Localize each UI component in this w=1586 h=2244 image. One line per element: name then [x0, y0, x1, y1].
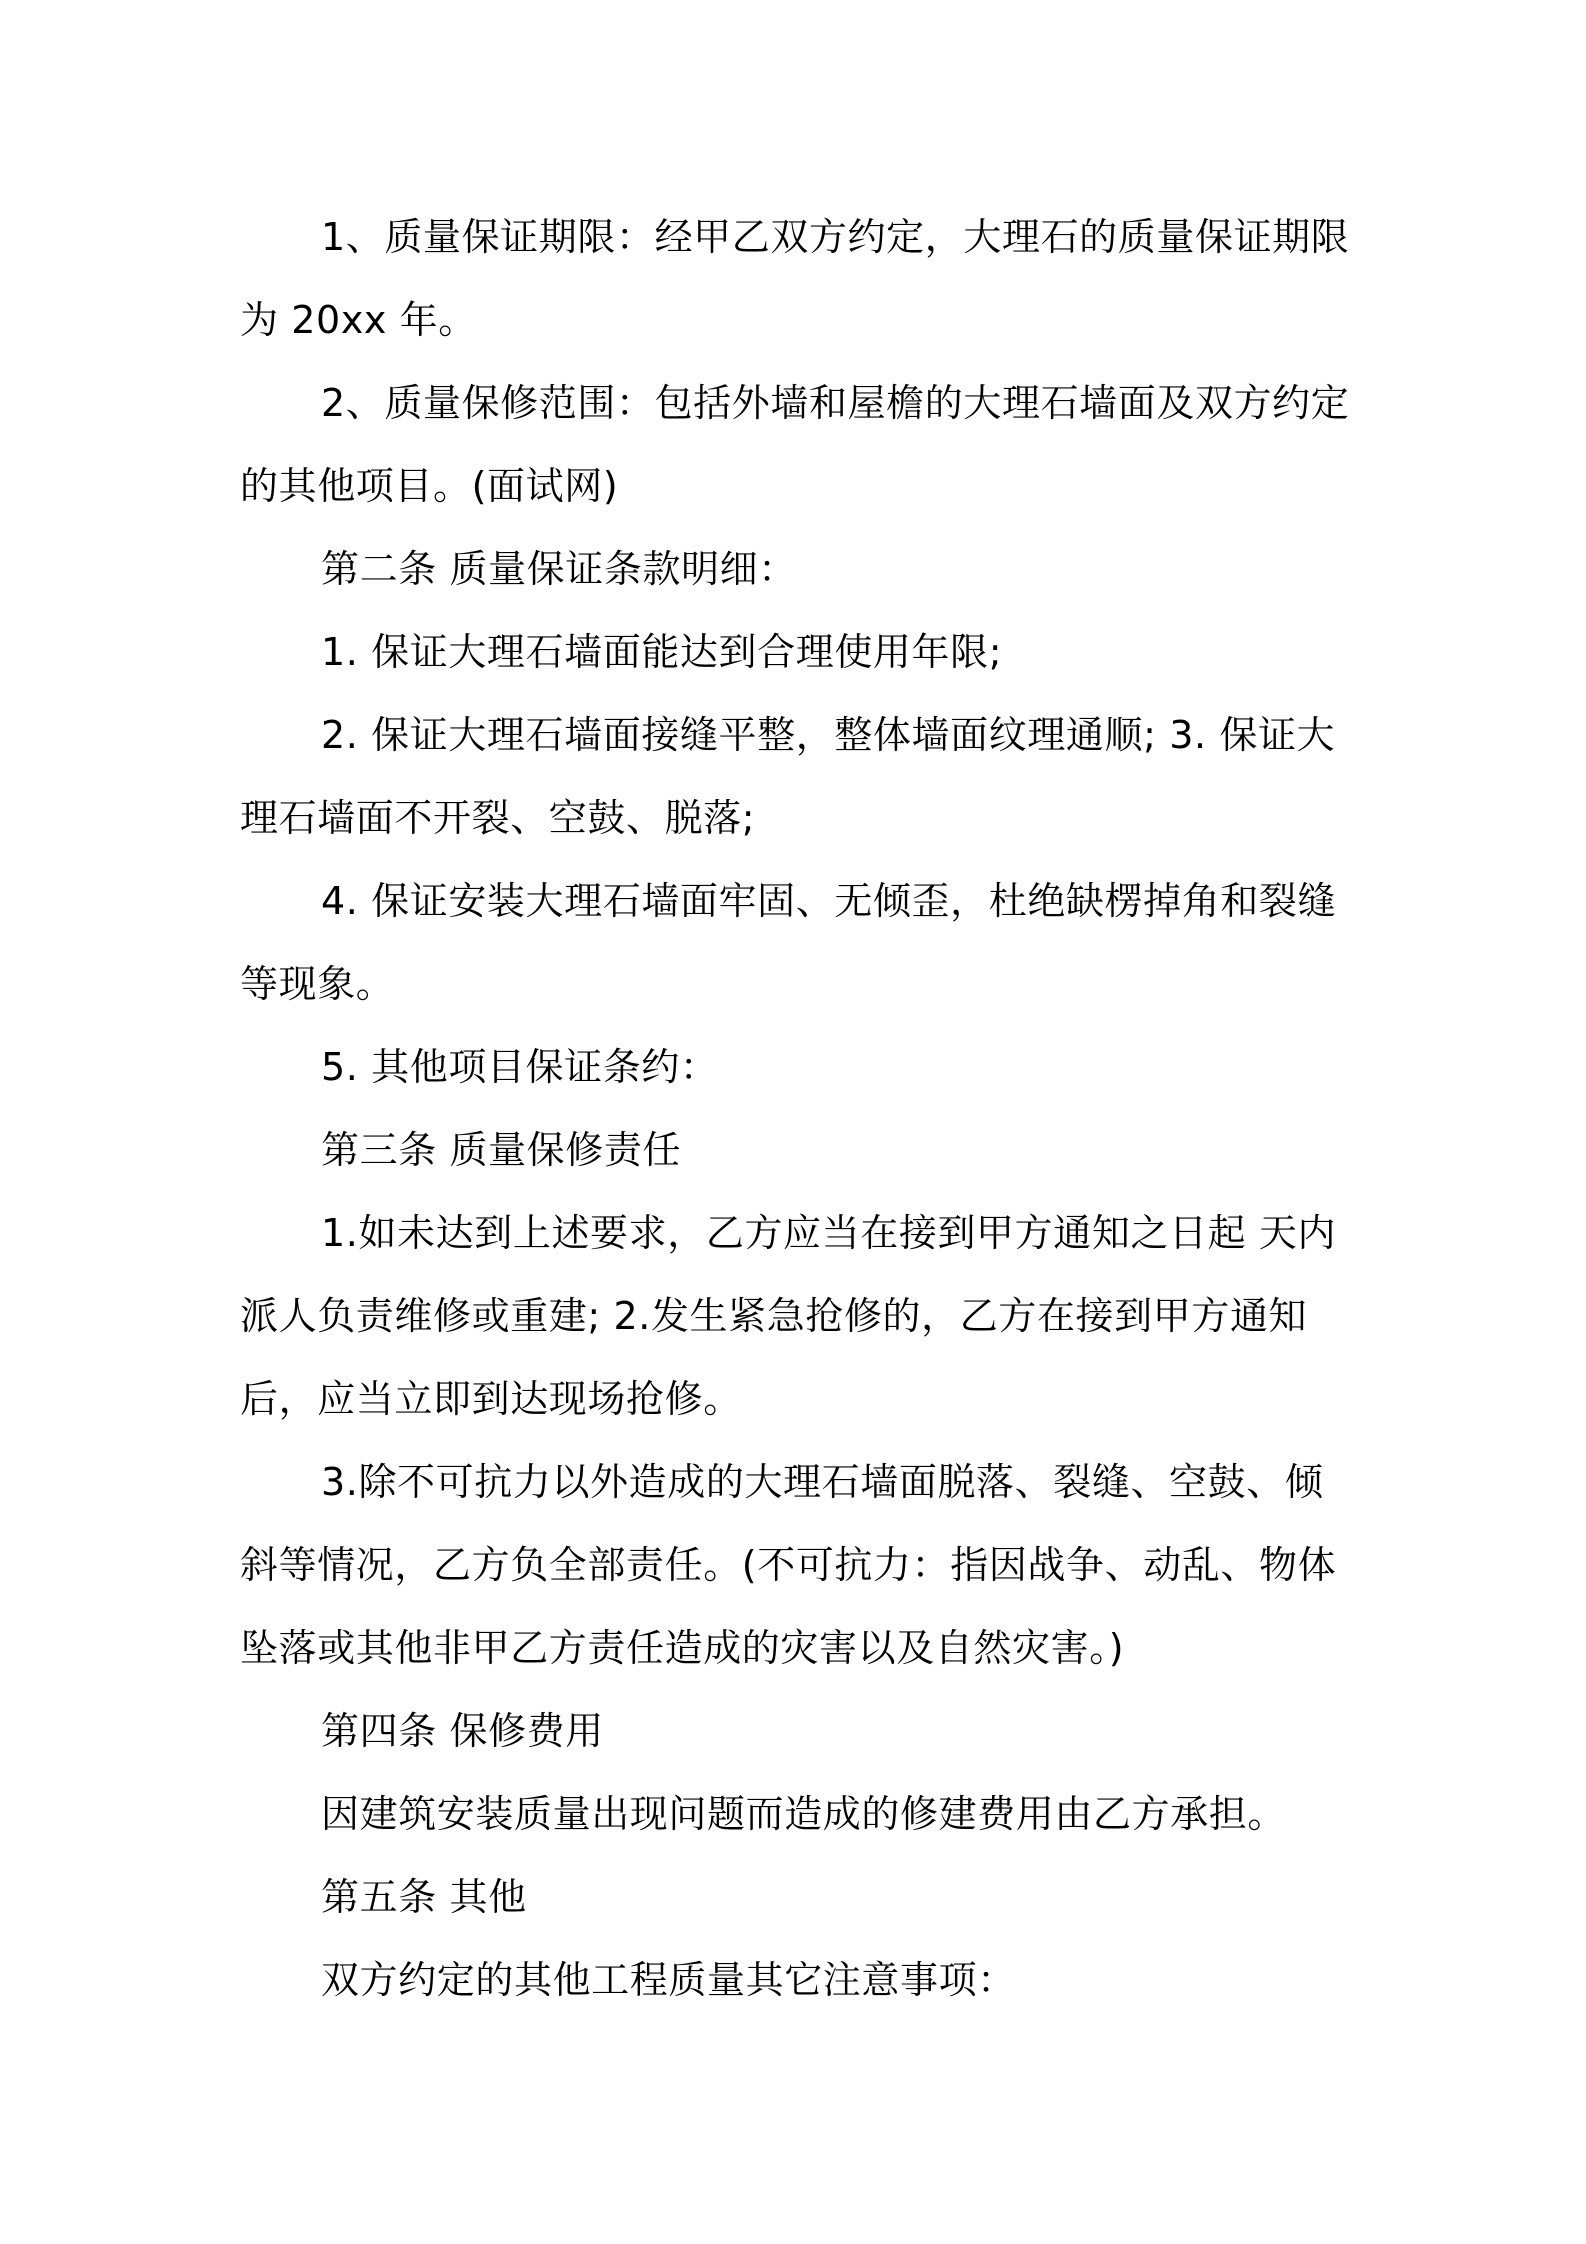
clause-2-1: 1. 保证大理石墙面能达到合理使用年限; [321, 630, 1003, 674]
clause-3-3: 3.除不可抗力以外造成的大理石墙面脱落、裂缝、空鼓、倾斜等情况，乙方负全部责任。(不可抗力：指因战争、动乱、物体坠落或其他非甲乙方责任造成的灾害以及自然灾害。) [240, 1460, 1337, 1670]
article-four-heading: 第四条 保修费用 [321, 1709, 604, 1753]
clause-3-1-2: 1.如未达到上述要求，乙方应当在接到甲方通知之日起 天内派人负责维修或重建; 2.发生紧急抢修的，乙方在接到甲方通知后，应当立即到达现场抢修。 [240, 1211, 1337, 1421]
document-body [240, 196, 1354, 2022]
article-five-body: 双方约定的其他工程质量其它注意事项： [321, 1958, 1016, 2002]
article-two-heading: 第二条 质量保证条款明细： [321, 547, 797, 591]
paragraph-warranty-period: 1、质量保证期限：经甲乙双方约定，大理石的质量保证期限为 20xx 年。 [240, 215, 1350, 342]
clause-2-4: 4. 保证安装大理石墙面牢固、无倾歪，杜绝缺楞掉角和裂缝等现象。 [240, 879, 1337, 1006]
clause-2-2-3: 2. 保证大理石墙面接缝平整，整体墙面纹理通顺; 3. 保证大理石墙面不开裂、空鼓、脱落; [240, 713, 1336, 840]
article-four-body: 因建筑安装质量出现问题而造成的修建费用由乙方承担。 [321, 1792, 1287, 1836]
article-three-heading: 第三条 质量保修责任 [321, 1128, 682, 1172]
article-five-heading: 第五条 其他 [321, 1875, 527, 1919]
paragraph-warranty-scope: 2、质量保修范围：包括外墙和屋檐的大理石墙面及双方约定的其他项目。(面试网) [240, 381, 1350, 508]
clause-2-5: 5. 其他项目保证条约： [321, 1045, 719, 1089]
